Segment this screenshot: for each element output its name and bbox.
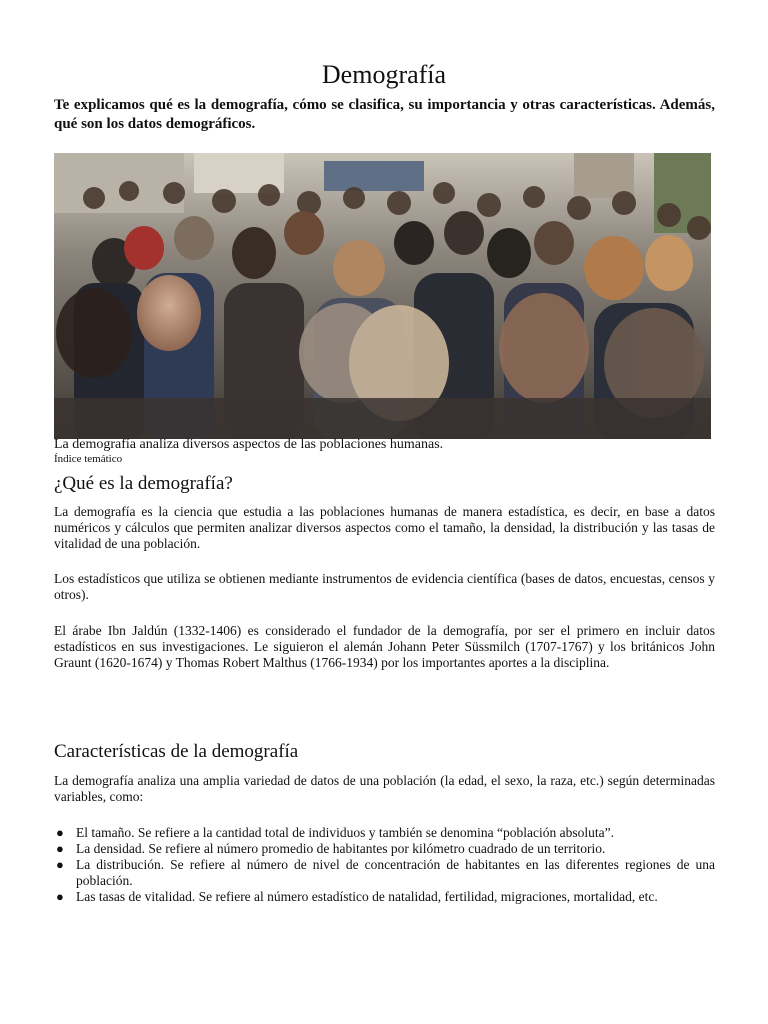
bullet-icon: ● bbox=[56, 857, 64, 872]
page-subtitle: Te explicamos qué es la demografía, cómo se clasifica, su importancia y otras características. Además, qué son los datos demográficos. bbox=[54, 97, 715, 132]
page-title: Demografía bbox=[321, 60, 447, 89]
index-link[interactable]: Índice temático bbox=[54, 453, 123, 465]
bullet-icon: ● bbox=[56, 889, 64, 904]
list-item bbox=[54, 857, 715, 889]
list-item-text: La distribución. Se refiere al número de nivel de concentración de habitantes en las diferentes regiones de una población. bbox=[76, 857, 715, 888]
list-item-text: El tamaño. Se refiere a la cantidad total de individuos y también se denomina “población absoluta”. bbox=[76, 825, 614, 840]
paragraph: Los estadísticos que utiliza se obtienen mediante instrumentos de evidencia científica (bases de datos, encuestas, censos y otros). bbox=[54, 571, 715, 602]
paragraph: El árabe Ibn Jaldún (1332-1406) es considerado el fundador de la demografía, por ser el primero en incluir datos estadísticos en sus investigaciones. Le siguieron el alemán Johann Peter Süssmilch (1707-1767) y los británicos John Graunt (1620-1674) y Thomas Robert Malthus (1766-1934) por los importantes aportes a la disciplina. bbox=[54, 623, 715, 670]
section-heading-caracteristicas: Características de la demografía bbox=[54, 741, 299, 762]
list-item bbox=[54, 825, 715, 841]
characteristics-list bbox=[54, 825, 715, 905]
bullet-icon: ● bbox=[56, 841, 64, 856]
list-item bbox=[54, 841, 715, 857]
paragraph: La demografía analiza una amplia variedad de datos de una población (la edad, el sexo, la raza, etc.) según determinadas variables, como: bbox=[54, 773, 715, 804]
section-heading-que-es: ¿Qué es la demografía? bbox=[54, 473, 233, 494]
paragraph: La demografía es la ciencia que estudia a las poblaciones humanas de manera estadística, es decir, en base a datos numéricos y cálculos que permiten analizar diversos aspectos como el tamaño, la densidad, la distribución y las tasas de vitalidad de una población. bbox=[54, 504, 715, 551]
bullet-icon: ● bbox=[56, 825, 64, 840]
image-caption: La demografía analiza diversos aspectos de las poblaciones humanas. bbox=[54, 437, 444, 452]
list-item-text: Las tasas de vitalidad. Se refiere al número estadístico de natalidad, fertilidad, migraciones, mortalidad, etc. bbox=[76, 889, 658, 904]
list-item-text: La densidad. Se refiere al número promedio de habitantes por kilómetro cuadrado de un territorio. bbox=[76, 841, 606, 856]
crowd-photo bbox=[54, 153, 711, 439]
list-item bbox=[54, 889, 715, 905]
